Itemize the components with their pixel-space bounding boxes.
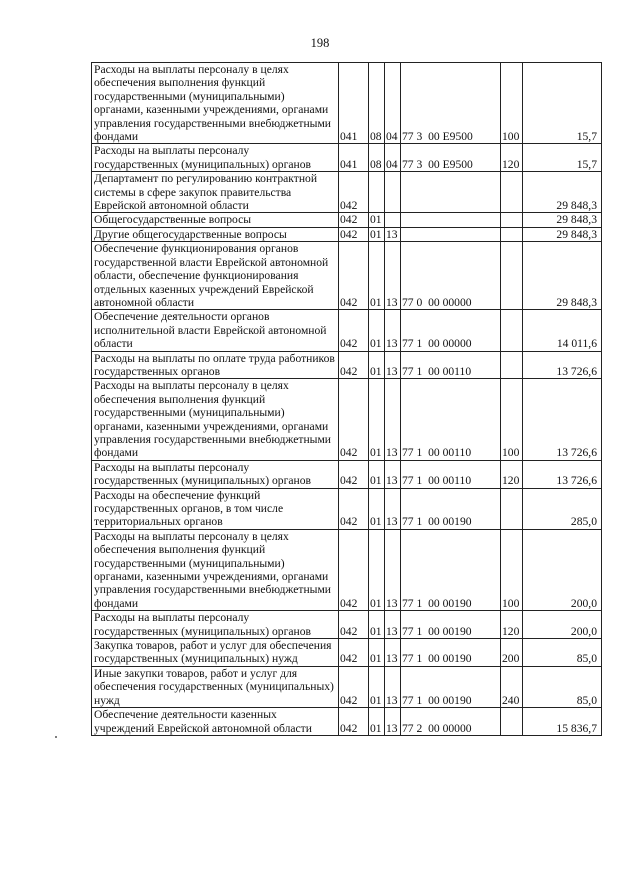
cell-amount: 13 726,6 [523, 460, 602, 488]
cell-expense-type: 240 [501, 666, 523, 707]
cell-amount: 85,0 [523, 639, 602, 667]
cell-subsection-code: 04 [385, 144, 401, 172]
table-row [92, 460, 602, 488]
cell-expense-type [501, 213, 523, 227]
table-row [92, 529, 602, 610]
cell-amount: 15,7 [523, 144, 602, 172]
cell-target-article: 77 3 00 E9500 [401, 63, 501, 144]
cell-ministry-code: 041 [339, 144, 369, 172]
cell-description: Расходы на выплаты персоналу в целях обеспечения выполнения функций государственными (муниципальными) органами, казенными учреждениями, органами управления государственными внебюджетными фондами [92, 63, 339, 144]
cell-ministry-code: 041 [339, 63, 369, 144]
cell-section-code: 01 [369, 666, 385, 707]
cell-ministry-code: 042 [339, 529, 369, 610]
table-row [92, 63, 602, 144]
cell-description: Расходы на выплаты персоналу в целях обеспечения выполнения функций государственными (муниципальными) органами, казенными учреждениями, органами управления государственными внебюджетными фондами [92, 529, 339, 610]
cell-expense-type [501, 310, 523, 351]
cell-subsection-code: 13 [385, 310, 401, 351]
cell-amount: 85,0 [523, 666, 602, 707]
scan-speck [55, 736, 57, 738]
table-row [92, 611, 602, 639]
cell-description: Обеспечение деятельности органов исполнительной власти Еврейской автономной области [92, 310, 339, 351]
cell-section-code: 01 [369, 242, 385, 310]
cell-amount: 29 848,3 [523, 227, 602, 241]
cell-section-code: 08 [369, 63, 385, 144]
cell-section-code [369, 172, 385, 213]
table-row [92, 172, 602, 213]
cell-target-article: 77 1 00 00110 [401, 379, 501, 460]
cell-section-code: 01 [369, 488, 385, 529]
cell-description: Расходы на обеспечение функций государственных органов, в том числе территориальных органов [92, 488, 339, 529]
cell-ministry-code: 042 [339, 227, 369, 241]
cell-ministry-code: 042 [339, 213, 369, 227]
cell-target-article: 77 1 00 00110 [401, 460, 501, 488]
cell-ministry-code: 042 [339, 242, 369, 310]
cell-expense-type [501, 708, 523, 736]
cell-expense-type: 200 [501, 639, 523, 667]
cell-subsection-code: 13 [385, 529, 401, 610]
cell-target-article [401, 213, 501, 227]
cell-expense-type [501, 488, 523, 529]
cell-expense-type [501, 227, 523, 241]
cell-target-article: 77 2 00 00000 [401, 708, 501, 736]
table-row [92, 242, 602, 310]
cell-section-code: 01 [369, 611, 385, 639]
cell-subsection-code: 13 [385, 351, 401, 379]
cell-target-article: 77 3 00 E9500 [401, 144, 501, 172]
cell-subsection-code: 13 [385, 666, 401, 707]
cell-target-article [401, 172, 501, 213]
cell-section-code: 01 [369, 379, 385, 460]
cell-subsection-code [385, 172, 401, 213]
table-row [92, 639, 602, 667]
cell-ministry-code: 042 [339, 351, 369, 379]
cell-section-code: 01 [369, 639, 385, 667]
budget-table [91, 62, 602, 736]
cell-section-code: 01 [369, 310, 385, 351]
cell-description: Обеспечение деятельности казенных учреждений Еврейской автономной области [92, 708, 339, 736]
cell-description: Другие общегосударственные вопросы [92, 227, 339, 241]
cell-expense-type: 120 [501, 144, 523, 172]
table-row [92, 227, 602, 241]
cell-description: Общегосударственные вопросы [92, 213, 339, 227]
cell-expense-type [501, 242, 523, 310]
cell-amount: 200,0 [523, 529, 602, 610]
cell-subsection-code: 13 [385, 460, 401, 488]
cell-ministry-code: 042 [339, 310, 369, 351]
cell-ministry-code: 042 [339, 460, 369, 488]
table-row [92, 213, 602, 227]
cell-target-article: 77 1 00 00190 [401, 488, 501, 529]
cell-expense-type: 100 [501, 529, 523, 610]
cell-description: Расходы на выплаты по оплате труда работников государственных органов [92, 351, 339, 379]
cell-description: Иные закупки товаров, работ и услуг для обеспечения государственных (муниципальных) нужд [92, 666, 339, 707]
cell-section-code: 01 [369, 708, 385, 736]
table-row [92, 488, 602, 529]
cell-amount: 14 011,6 [523, 310, 602, 351]
cell-target-article: 77 1 00 00000 [401, 310, 501, 351]
cell-amount: 285,0 [523, 488, 602, 529]
cell-expense-type: 120 [501, 460, 523, 488]
page-number: 198 [310, 36, 330, 50]
table-row [92, 708, 602, 736]
cell-expense-type: 120 [501, 611, 523, 639]
cell-amount: 29 848,3 [523, 213, 602, 227]
cell-section-code: 01 [369, 227, 385, 241]
cell-amount: 13 726,6 [523, 379, 602, 460]
cell-section-code: 01 [369, 213, 385, 227]
cell-ministry-code: 042 [339, 708, 369, 736]
cell-description: Расходы на выплаты персоналу в целях обеспечения выполнения функций государственными (муниципальными) органами, казенными учреждениями, органами управления государственными внебюджетными фондами [92, 379, 339, 460]
cell-target-article: 77 1 00 00110 [401, 351, 501, 379]
cell-target-article [401, 227, 501, 241]
cell-amount: 29 848,3 [523, 172, 602, 213]
cell-subsection-code: 13 [385, 488, 401, 529]
cell-subsection-code: 13 [385, 242, 401, 310]
table-body [92, 63, 602, 736]
table-row [92, 351, 602, 379]
cell-ministry-code: 042 [339, 172, 369, 213]
cell-section-code: 01 [369, 460, 385, 488]
cell-description: Расходы на выплаты персоналу государственных (муниципальных) органов [92, 460, 339, 488]
cell-target-article: 77 1 00 00190 [401, 639, 501, 667]
cell-ministry-code: 042 [339, 611, 369, 639]
cell-ministry-code: 042 [339, 379, 369, 460]
cell-amount: 29 848,3 [523, 242, 602, 310]
cell-section-code: 01 [369, 529, 385, 610]
cell-description: Закупка товаров, работ и услуг для обеспечения государственных (муниципальных) нужд [92, 639, 339, 667]
cell-expense-type [501, 351, 523, 379]
cell-subsection-code: 13 [385, 639, 401, 667]
cell-ministry-code: 042 [339, 639, 369, 667]
cell-subsection-code [385, 213, 401, 227]
cell-description: Расходы на выплаты персоналу государственных (муниципальных) органов [92, 144, 339, 172]
cell-section-code: 08 [369, 144, 385, 172]
cell-subsection-code: 13 [385, 611, 401, 639]
cell-subsection-code: 13 [385, 708, 401, 736]
cell-target-article: 77 1 00 00190 [401, 666, 501, 707]
cell-amount: 200,0 [523, 611, 602, 639]
table-row [92, 144, 602, 172]
cell-description: Департамент по регулированию контрактной системы в сфере закупок правительства Еврейской автономной области [92, 172, 339, 213]
cell-amount: 13 726,6 [523, 351, 602, 379]
cell-expense-type [501, 172, 523, 213]
table-row [92, 666, 602, 707]
cell-subsection-code: 13 [385, 379, 401, 460]
cell-target-article: 77 1 00 00190 [401, 529, 501, 610]
cell-description: Расходы на выплаты персоналу государственных (муниципальных) органов [92, 611, 339, 639]
cell-section-code: 01 [369, 351, 385, 379]
cell-target-article: 77 0 00 00000 [401, 242, 501, 310]
cell-expense-type: 100 [501, 63, 523, 144]
cell-ministry-code: 042 [339, 488, 369, 529]
cell-amount: 15 836,7 [523, 708, 602, 736]
cell-subsection-code: 13 [385, 227, 401, 241]
cell-subsection-code: 04 [385, 63, 401, 144]
cell-expense-type: 100 [501, 379, 523, 460]
table-row [92, 379, 602, 460]
cell-ministry-code: 042 [339, 666, 369, 707]
cell-description: Обеспечение функционирования органов государственной власти Еврейской автономной области, обеспечение функционирования отдельных казенных учреждений Еврейской автономной области [92, 242, 339, 310]
cell-target-article: 77 1 00 00190 [401, 611, 501, 639]
table-row [92, 310, 602, 351]
cell-amount: 15,7 [523, 63, 602, 144]
